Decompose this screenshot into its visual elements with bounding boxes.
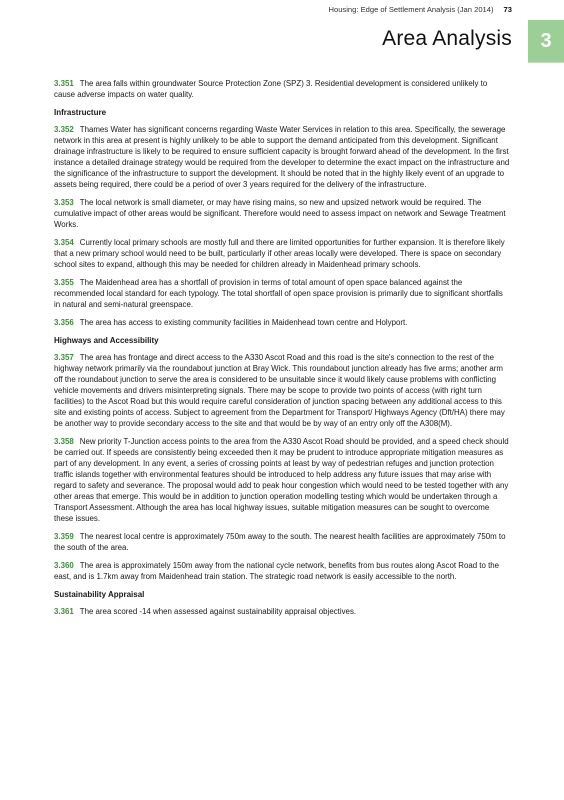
chapter-tab: 3 [528,20,564,62]
section-title: Area Analysis [382,27,512,50]
paragraph-3-358 [54,436,510,524]
paragraph-text: The Maidenhead area has a shortfall of provision in terms of total amount of open space balanced against the recommended local standard for each typology. The total shortfall of open space provision is primarily due to significant shortfalls in natural and semi-natural greenspace. [54,278,503,309]
paragraph-text: Thames Water has significant concerns regarding Waste Water Services in relation to this area. Specifically, the sewerage network in this area at present is highly unlikely to be able to support the demand anticipated from this development. Significant drainage infrastructure is likely to be required to ensure sufficient capacity is brought forward ahead of the development. In the first instance a detailed drainage strategy would be required from the developer to determine the exact impact on the infrastructure and the significance of the infrastructure to support the development. It should be noted that in the highly likely event of an upgrade to assets being required, there could be a period of over 3 years required for the delivery of the infrastructure. [54,125,510,189]
paragraph-number: 3.351 [54,79,74,88]
paragraph-3-356 [54,317,510,328]
paragraph-text: The area falls within groundwater Source Protection Zone (SPZ) 3. Residential development is considered unlikely to cause adverse impacts on water quality. [54,79,488,99]
paragraph-text: The area has access to existing community facilities in Maidenhead town centre and Holyport. [79,318,408,327]
paragraph-text: The area is approximately 150m away from the national cycle network, benefits from bus routes along Ascot Road to the east, and is 1.7km away from Maidenhead train station. The strategic road network is easily accessible to the north. [54,561,500,581]
paragraph-number: 3.355 [54,278,74,287]
paragraph-3-361 [54,606,510,617]
running-header [328,5,512,14]
heading-infrastructure: Infrastructure [54,108,107,117]
paragraph-number: 3.353 [54,198,74,207]
paragraph-text: New priority T-Junction access points to the area from the A330 Ascot Road should be provided, and a speed check should be carried out. If speeds are consistently being exceeded then it may be prudent to introduce appropriate mitigation measures as part of any development. In any event, a series of crossing points at least by way of pedestrian refuges and junction protection traffic islands together with environmental features should be introduced to help address any future issues that may arise with regard to safety and severance. The proposal would add to peak hour congestion which would need to be tested together with any other areas that emerge. This would be in addition to junction operation modelling testing which would be undertaken through a Transport Assessment. Although the area has local highway issues, suitable mitigation measures can be sought to overcome these issues. [54,437,509,523]
paragraph-text: The area has frontage and direct access to the A330 Ascot Road and this road is the site's connection to the rest of the highway network primarily via the roundabout junction at Bray Wick. This roundabout junction already has five arms; another arm off the roundabout junction to serve the area is considered to be unsuitable since it would likely cause problems with conflicting vehicle movements and drivers misinterpreting signals. There may be scope to provide two points of access (with right turn facilities) to the Ascot Road but this would require careful consideration of junction spacing between any additional access to this site and existing points of access. Subject to agreement from the Department for Transport/ Highways Agency (Dft/HA) there may be another way to provide secondary access to the site and that would be by way of an entry only off the A308(M). [54,353,505,428]
heading-highways: Highways and Accessibility [54,336,159,345]
paragraph-3-360 [54,560,510,582]
paragraph-number: 3.356 [54,318,74,327]
paragraph-3-351 [54,78,510,100]
paragraph-text: The nearest local centre is approximately 750m away to the south. The nearest health facilities are approximately 750m to the south of the area. [54,532,506,552]
paragraph-number: 3.352 [54,125,74,134]
paragraph-3-357 [54,352,510,429]
paragraph-3-355 [54,277,510,310]
paragraph-3-352 [54,124,510,190]
paragraph-3-353 [54,197,510,230]
paragraph-text: Currently local primary schools are mostly full and there are limited opportunities for further expansion. It is therefore likely that a new primary school would need to be built, particularly if other areas locally were developed. There is space on secondary school sites to expand, although this may be needed for children already in Maidenhead primary schools. [54,238,505,269]
page-body [54,78,510,624]
paragraph-text: The area scored -14 when assessed against sustainability appraisal objectives. [79,607,357,616]
paragraph-number: 3.358 [54,437,74,446]
heading-sustainability: Sustainability Appraisal [54,590,145,599]
paragraph-number: 3.357 [54,353,74,362]
paragraph-text: The local network is small diameter, or may have rising mains, so new and upsized network would be required. The cumulative impact of other areas would be significant. Therefore would need to assess impact on network and Sewage Treatment Works. [54,198,506,229]
running-title: Housing: Edge of Settlement Analysis (Jan 2014) [328,5,494,14]
paragraph-number: 3.360 [54,561,74,570]
paragraph-number: 3.361 [54,607,74,616]
paragraph-number: 3.359 [54,532,74,541]
paragraph-3-359 [54,531,510,553]
chapter-tab-rule [528,62,564,63]
paragraph-number: 3.354 [54,238,74,247]
page-number: 73 [503,5,512,14]
paragraph-3-354 [54,237,510,270]
